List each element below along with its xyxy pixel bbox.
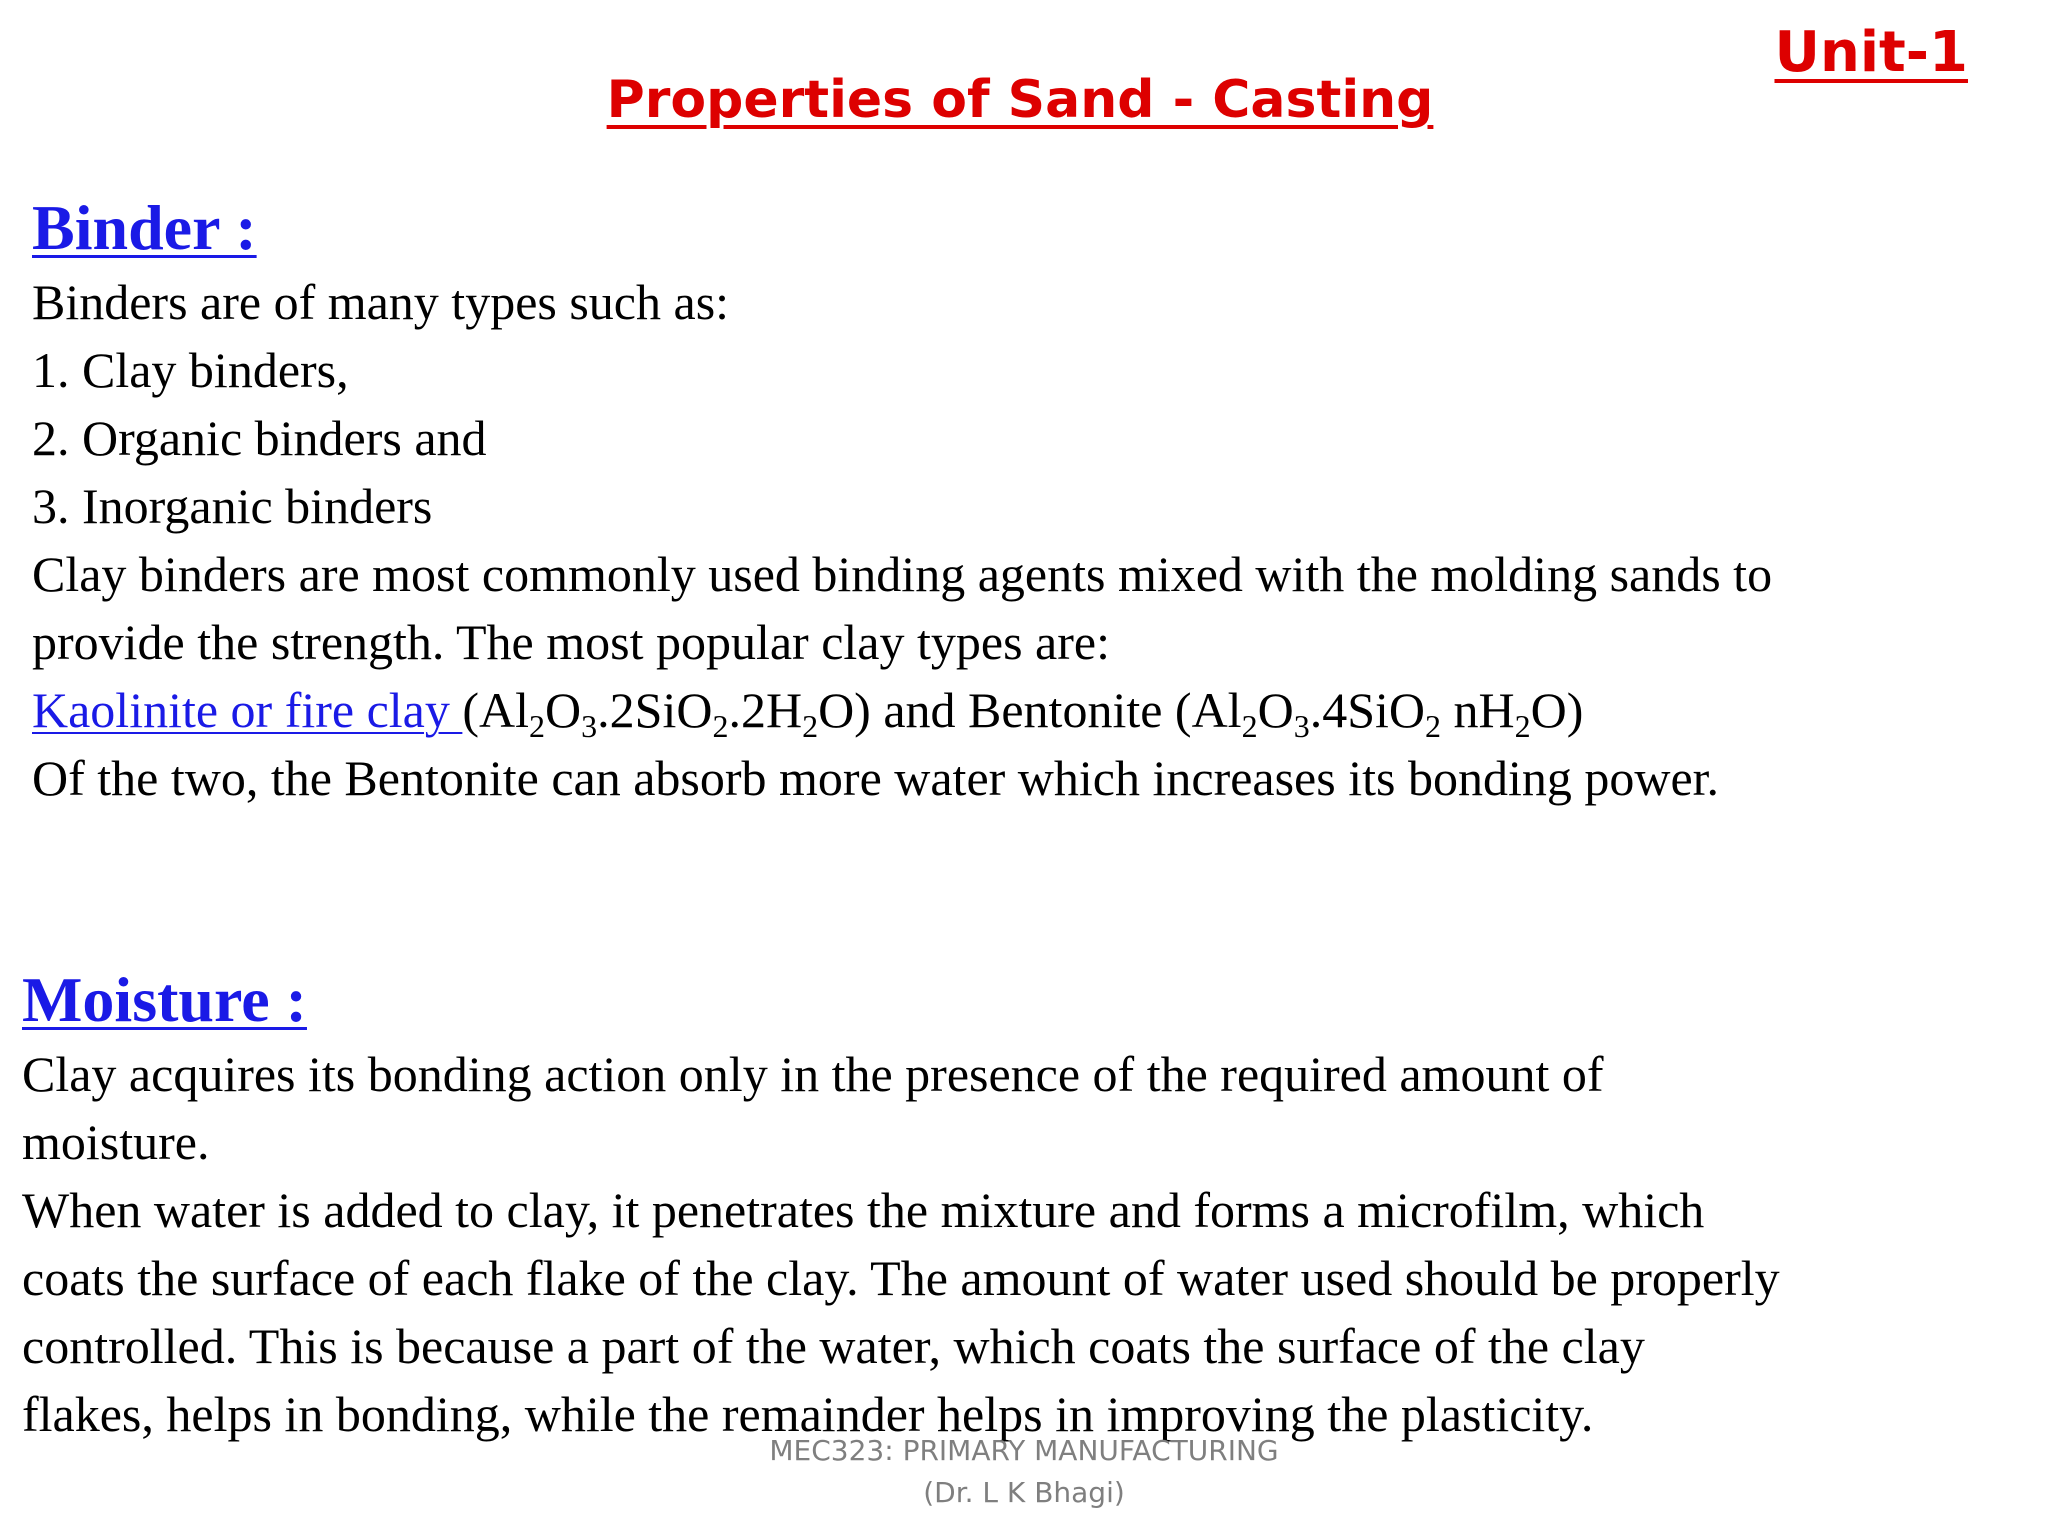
moisture-line: moisture.: [22, 1114, 210, 1170]
binder-heading: Binder :: [32, 192, 257, 263]
moisture-line: controlled. This is because a part of the water, which coats the surface of the clay: [22, 1318, 1645, 1374]
binder-list-item: 2. Organic binders and: [32, 410, 487, 466]
formula-part: .4SiO: [1309, 682, 1425, 738]
binder-list-item: 3. Inorganic binders: [32, 478, 433, 534]
formula-part: .2H: [728, 682, 803, 738]
unit-label: Unit-1: [1774, 20, 1968, 85]
moisture-section: [22, 962, 2032, 1448]
formula-part: O): [1530, 682, 1584, 738]
formula-subscript: 2: [1425, 708, 1441, 744]
binder-conclusion: Of the two, the Bentonite can absorb more water which increases its bonding power.: [32, 750, 1720, 806]
formula-subscript: 3: [581, 708, 598, 744]
binder-paragraph-line: provide the strength. The most popular clay types are:: [32, 614, 1110, 670]
moisture-line: flakes, helps in bonding, while the remainder helps in improving the plasticity.: [22, 1386, 1594, 1442]
binder-list-item: 1. Clay binders,: [32, 342, 349, 398]
formula-subscript: 2: [1514, 708, 1531, 744]
formula-part: O: [545, 682, 582, 738]
clay-formula-line: [32, 676, 2032, 744]
formula-part: (Al: [462, 682, 530, 738]
moisture-heading: Moisture :: [22, 964, 307, 1035]
footer-course: MEC323: PRIMARY MANUFACTURING: [769, 1434, 1279, 1467]
formula-part: .2SiO: [597, 682, 713, 738]
moisture-line: coats the surface of each flake of the clay. The amount of water used should be properly: [22, 1250, 1780, 1306]
slide-title-text: Properties of Sand - Casting: [606, 70, 1434, 130]
binder-section: [32, 190, 2032, 812]
moisture-line: When water is added to clay, it penetrates the mixture and forms a microfilm, which: [22, 1182, 1705, 1238]
kaolinite-link[interactable]: Kaolinite or fire clay: [32, 682, 463, 738]
formula-part: O) and Bentonite (Al: [818, 682, 1242, 738]
formula-subscript: 2: [802, 708, 819, 744]
slide-title: [0, 70, 2048, 130]
formula-subscript: 2: [712, 708, 729, 744]
binder-intro: Binders are of many types such as:: [32, 274, 730, 330]
footer-author: (Dr. L K Bhagi): [923, 1476, 1125, 1509]
formula-subscript: 3: [1293, 708, 1310, 744]
formula-part: nH: [1441, 682, 1515, 738]
formula-subscript: 2: [529, 708, 546, 744]
moisture-line: Clay acquires its bonding action only in the presence of the required amount of: [22, 1046, 1604, 1102]
binder-paragraph-line: Clay binders are most commonly used binding agents mixed with the molding sands to: [32, 546, 1773, 602]
formula-subscript: 2: [1241, 708, 1258, 744]
formula-part: O: [1257, 682, 1294, 738]
